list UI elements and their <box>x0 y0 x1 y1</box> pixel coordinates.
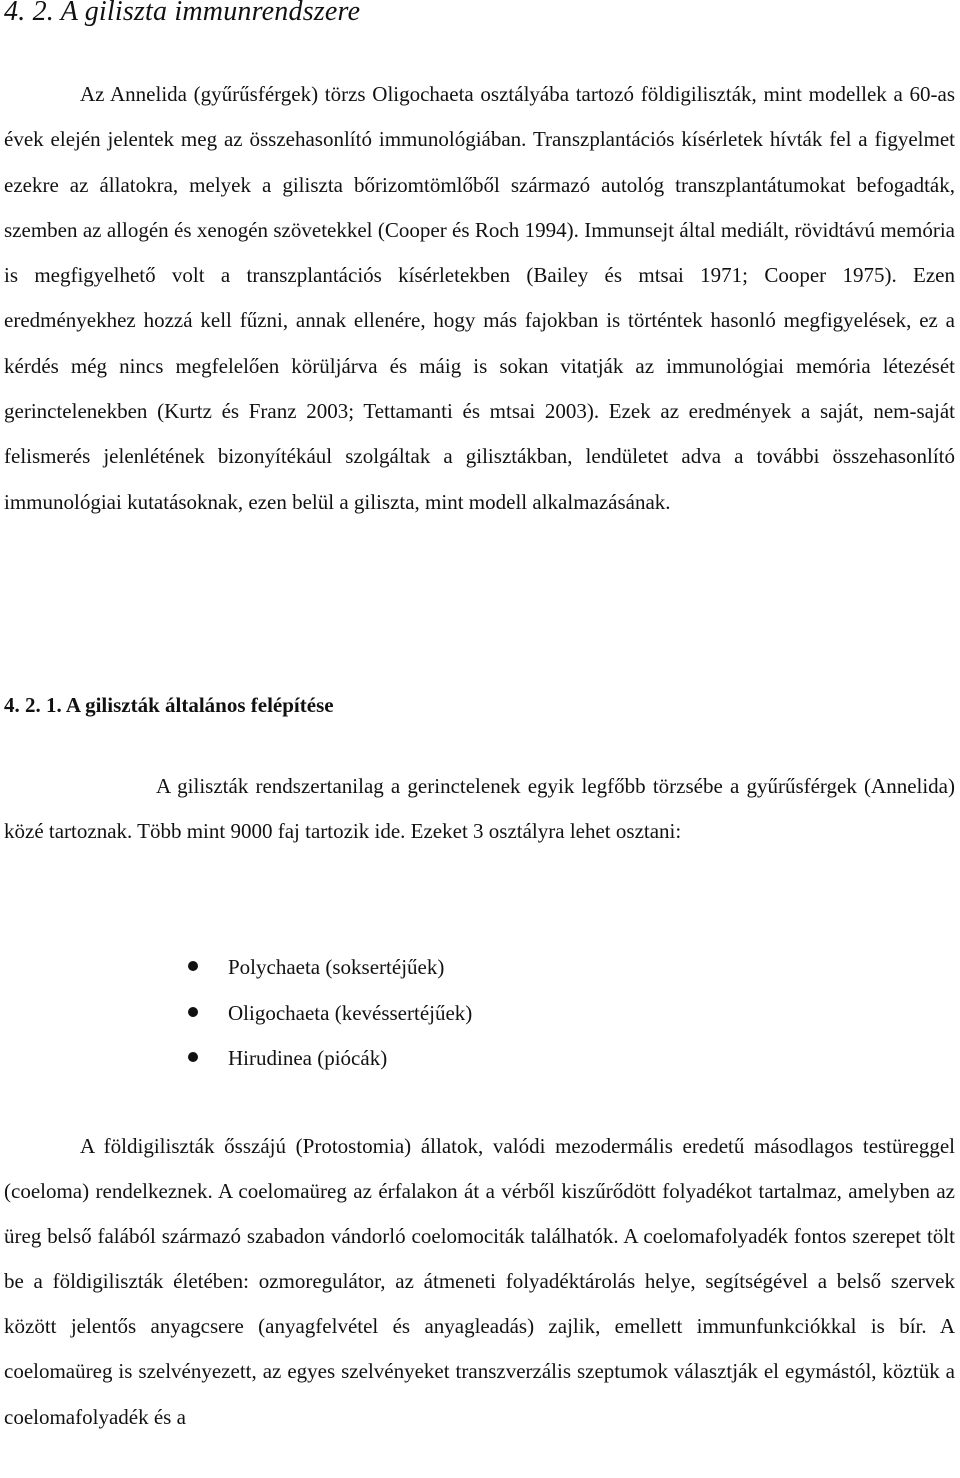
list-item-label: Oligochaeta (kevéssertéjűek) <box>228 1000 473 1025</box>
bullet-icon <box>188 1052 198 1062</box>
subsection-heading: 4. 2. 1. A giliszták általános felépítése <box>4 693 334 717</box>
list-item <box>188 991 472 1037</box>
list-item-label: Hirudinea (piócák) <box>228 1046 388 1070</box>
bullet-icon <box>188 961 198 971</box>
section-heading: 4. 2. A giliszta immunrendszere <box>4 0 361 27</box>
list-item <box>188 945 472 991</box>
intro-paragraph: Az Annelida (gyűrűsférgek) törzs Oligochaeta osztályába tartozó földigiliszták, mint modellek a 60-as évek elején jelentek meg az összehasonlító immunológiában. Transzplantációs kísérletek hívták fel a figyelmet ezekre az állatokra, melyek a giliszta bőrizomtömlőből származó autológ transzplantátumokat befogadták, szemben az allogén és xenogén szövetekkel (Cooper és Roch 1994). Immunsejt által mediált, rövidtávú memória is megfigyelhető volt a transzplantációs kísérletekben (Bailey és mtsai 1971; Cooper 1975). Ezen eredményekhez hozzá kell fűzni, annak ellenére, hogy más fajokban is történtek hasonló megfigyelések, ez a kérdés még nincs megfelelően körüljárva és máig is sokan vitatják az immunológiai memória létezését gerinctelenekben (Kurtz és Franz 2003; Tettamanti és mtsai 2003). Ezek az eredmények a saját, nem-saját felismerés jelenlétének bizonyítékául szolgáltak a gilisztákban, lendületet adva a további összehasonlító immunológiai kutatásoknak, ezen belül a giliszta, mint modell alkalmazásának. <box>4 82 955 514</box>
list-item-label: Polychaeta (soksertéjűek) <box>228 955 445 979</box>
class-list <box>188 945 472 1082</box>
coelom-paragraph: A földigiliszták ősszájú (Protostomia) állatok, valódi mezodermális eredetű másodlagos testüreggel (coeloma) rendelkeznek. A coelomaüreg az érfalakon át a vérből kiszűrődött folyadékot tartalmaz, amelyben az üreg belső falából származó szabadon vándorló coelomociták találhatók. A coelomafolyadék fontos szerepet tölt be a földigiliszták életében: ozmoregulátor, az átmeneti folyadéktárolás helye, segítségével a belső szervek között jelentős anyagcsere (anyagfelvétel és anyagleadás) zajlik, emellett immunfunkciókkal is bír. A coelomaüreg is szelvényezett, az egyes szelvényeket transzverzális szeptumok választják el egymástól, köztük a coelomafolyadék és a <box>4 1134 955 1429</box>
classification-paragraph: A giliszták rendszertanilag a gerinctelenek egyik legfőbb törzsébe a gyűrűsférgek (Annelida) közé tartoznak. Több mint 9000 faj tartozik ide. Ezeket 3 osztályra lehet osztani: <box>4 774 955 844</box>
bullet-icon <box>188 1007 198 1017</box>
list-item <box>188 1036 472 1082</box>
